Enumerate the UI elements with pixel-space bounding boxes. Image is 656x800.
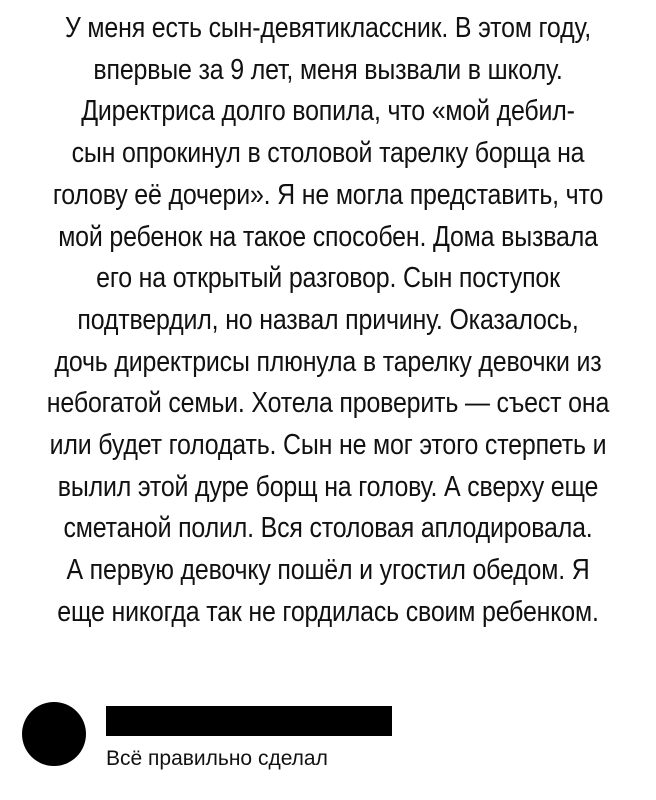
story-line-13: сметаной полил. Вся столовая аплодировала. (63, 512, 593, 545)
story-text (0, 8, 656, 634)
story-line-2: впервые за 9 лет, меня вызвали в школу. (93, 53, 563, 86)
redacted-username[interactable] (106, 706, 392, 736)
story-line-7: его на открытый разговор. Сын поступок (96, 262, 560, 295)
comment-text: Всё правильно сделал (106, 747, 328, 770)
comment (22, 702, 642, 792)
story-line-3: Директриса долго вопила, что «мой дебил- (81, 95, 575, 128)
story-line-5: голову её дочери». Я не могла представить, что (52, 178, 604, 211)
story-line-12: вылил этой дуре борщ на голову. А сверху еще (57, 470, 599, 503)
story-line-6: мой ребенок на такое способен. Дома вызвала (58, 220, 598, 253)
story-line-8: подтвердил, но назвал причину. Оказалось, (77, 303, 579, 336)
story-line-14: А первую девочку пошёл и угостил обедом. Я (66, 554, 590, 587)
story-line-10: небогатой семьи. Хотела проверить — съест она (46, 387, 610, 420)
story-line-11: или будет голодать. Сын не мог этого стерпеть и (49, 429, 607, 462)
story-line-9: дочь директрисы плюнула в тарелку девочки из (54, 345, 602, 378)
story-line-15: еще никогда так не гордилась своим ребенком. (57, 595, 599, 628)
avatar[interactable] (22, 702, 86, 766)
story-line-4: сын опрокинул в столовой тарелку борща на (71, 137, 585, 170)
story-line-1: У меня есть сын-девятиклассник. В этом году, (64, 12, 592, 44)
